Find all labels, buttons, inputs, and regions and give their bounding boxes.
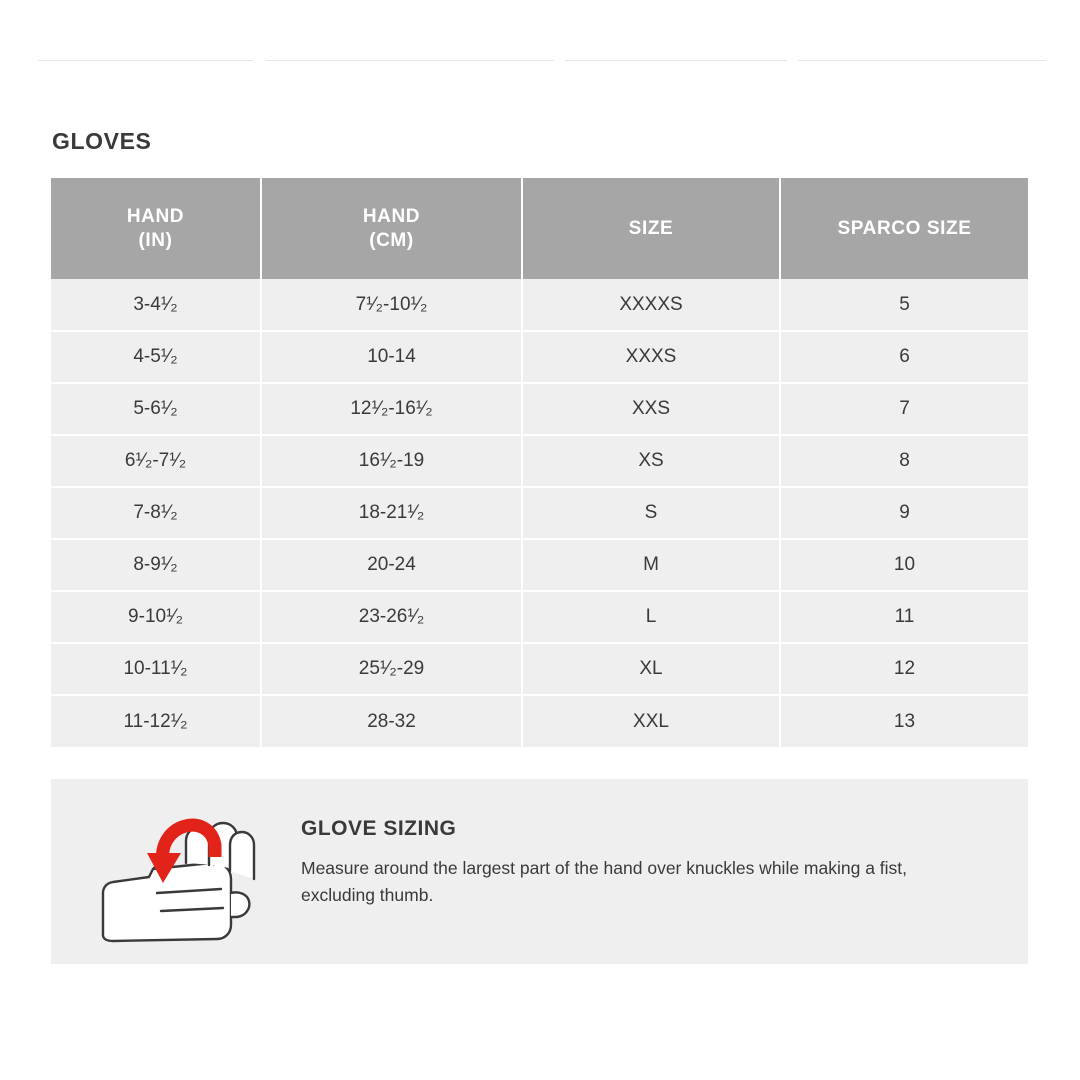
table-row — [51, 487, 1028, 539]
divider-rule-3 — [565, 60, 787, 61]
glove-sizing-body: Measure around the largest part of the hand over knuckles while making a fist, excluding thumb. — [301, 858, 908, 906]
page-title: GLOVES — [52, 128, 152, 154]
glove-sizing-info-panel — [51, 779, 1028, 964]
cell-hand-cm: 23-26¹⁄₂ — [261, 591, 522, 643]
cell-hand-cm: 12¹⁄₂-16¹⁄₂ — [261, 383, 522, 435]
cell-hand-in: 10-11¹⁄₂ — [51, 643, 261, 695]
column-header-hand-in-line1: HAND — [126, 205, 185, 227]
cell-size: L — [522, 591, 780, 643]
divider-rule-4 — [798, 60, 1046, 61]
column-header-hand-in-line2: (IN) — [138, 229, 173, 251]
column-header-sparco-size-line1: SPARCO SIZE — [837, 217, 972, 239]
cell-hand-in: 11-12¹⁄₂ — [51, 695, 261, 747]
divider-rule-2 — [266, 60, 554, 61]
cell-sparco-size: 6 — [780, 331, 1028, 383]
cell-hand-cm: 18-21¹⁄₂ — [261, 487, 522, 539]
cell-hand-cm: 10-14 — [261, 331, 522, 383]
table-row — [51, 539, 1028, 591]
cell-sparco-size: 8 — [780, 435, 1028, 487]
cell-hand-cm: 16¹⁄₂-19 — [261, 435, 522, 487]
table-header — [51, 178, 1028, 279]
glove-sizing-heading: GLOVE SIZING — [301, 817, 457, 840]
cell-size: XXS — [522, 383, 780, 435]
top-divider-rules — [38, 60, 1046, 82]
cell-size: XXL — [522, 695, 780, 747]
cell-size: S — [522, 487, 780, 539]
column-header-hand-in — [51, 178, 261, 279]
cell-sparco-size: 5 — [780, 279, 1028, 331]
glove-size-table — [51, 178, 1028, 747]
cell-hand-in: 9-10¹⁄₂ — [51, 591, 261, 643]
cell-size: XXXXS — [522, 279, 780, 331]
glove-sizing-text — [301, 817, 1001, 909]
cell-size: XS — [522, 435, 780, 487]
cell-sparco-size: 7 — [780, 383, 1028, 435]
table-row — [51, 591, 1028, 643]
cell-sparco-size: 9 — [780, 487, 1028, 539]
table-row — [51, 383, 1028, 435]
column-header-size — [522, 178, 780, 279]
cell-hand-cm: 20-24 — [261, 539, 522, 591]
cell-hand-in: 5-6¹⁄₂ — [51, 383, 261, 435]
cell-sparco-size: 13 — [780, 695, 1028, 747]
fist-measure-icon — [91, 797, 291, 949]
column-header-sparco-size — [780, 178, 1028, 279]
table-row — [51, 435, 1028, 487]
cell-hand-cm: 28-32 — [261, 695, 522, 747]
cell-hand-in: 4-5¹⁄₂ — [51, 331, 261, 383]
cell-hand-in: 7-8¹⁄₂ — [51, 487, 261, 539]
cell-hand-cm: 7¹⁄₂-10¹⁄₂ — [261, 279, 522, 331]
column-header-hand-cm-line1: HAND — [362, 205, 421, 227]
divider-rule-1 — [38, 60, 253, 61]
column-header-hand-cm — [261, 178, 522, 279]
table-row — [51, 643, 1028, 695]
cell-size: XXXS — [522, 331, 780, 383]
cell-hand-in: 6¹⁄₂-7¹⁄₂ — [51, 435, 261, 487]
cell-sparco-size: 10 — [780, 539, 1028, 591]
table-row — [51, 695, 1028, 747]
column-header-hand-cm-line2: (CM) — [369, 229, 414, 251]
cell-hand-cm: 25¹⁄₂-29 — [261, 643, 522, 695]
cell-sparco-size: 12 — [780, 643, 1028, 695]
table-body — [51, 279, 1028, 747]
column-header-size-line1: SIZE — [628, 217, 674, 239]
table-row — [51, 331, 1028, 383]
cell-size: M — [522, 539, 780, 591]
cell-hand-in: 3-4¹⁄₂ — [51, 279, 261, 331]
cell-size: XL — [522, 643, 780, 695]
cell-hand-in: 8-9¹⁄₂ — [51, 539, 261, 591]
table-row — [51, 279, 1028, 331]
cell-sparco-size: 11 — [780, 591, 1028, 643]
table-header-row — [51, 178, 1028, 279]
